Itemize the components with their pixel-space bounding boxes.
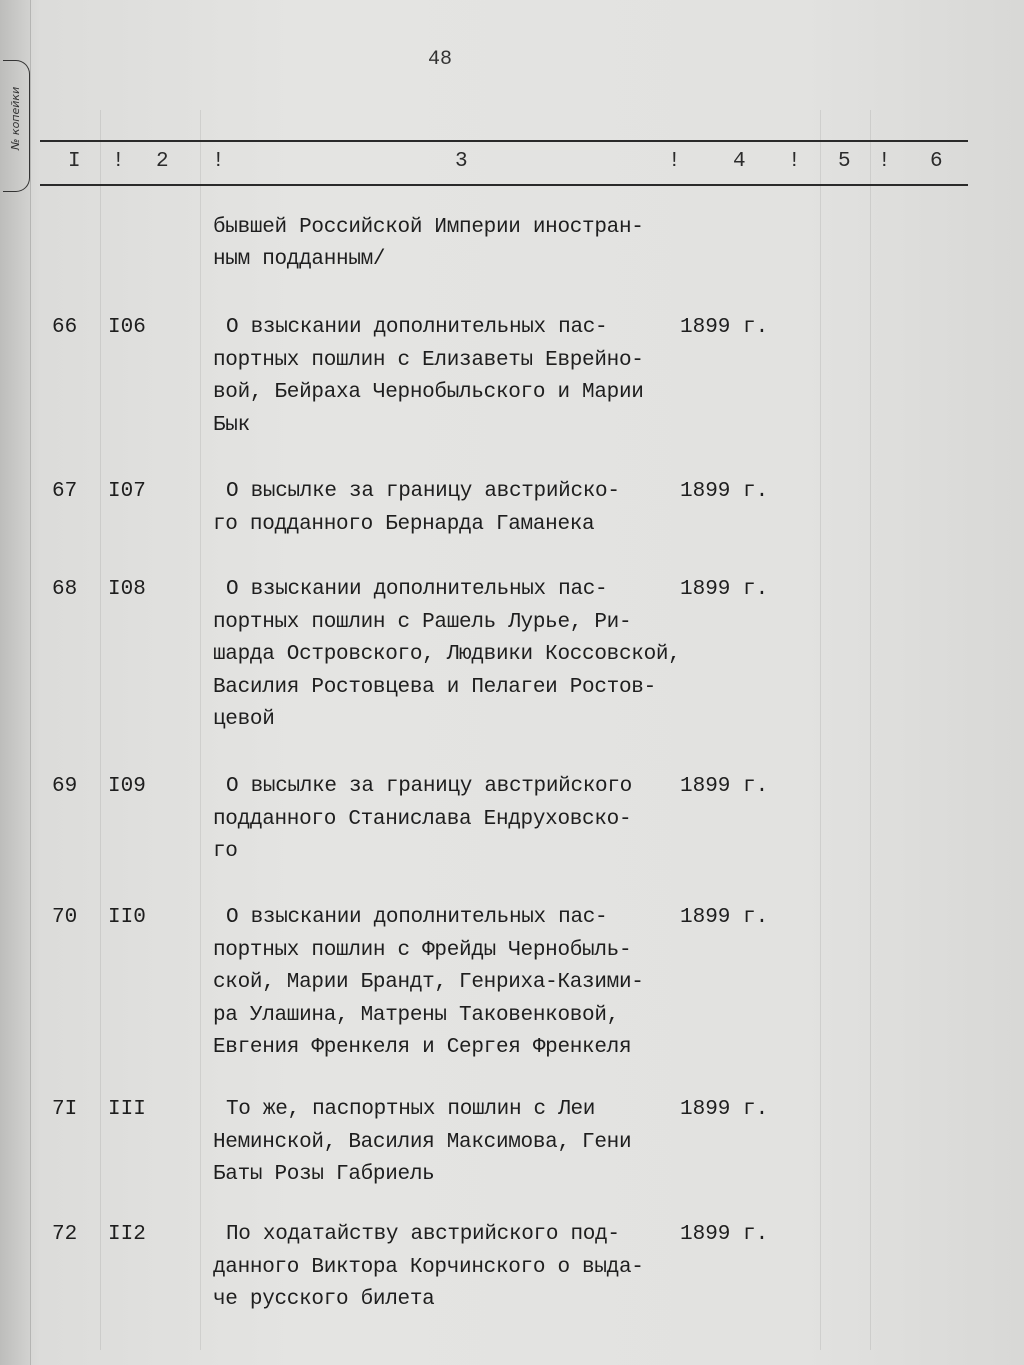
entry-number: 72: [52, 1223, 78, 1246]
entry-description-line: го: [213, 840, 238, 863]
column-header-3: 3: [455, 150, 468, 173]
entry-description-line: портных пошлин с Елизаветы Еврейно-: [213, 348, 644, 372]
entry-year: 1899 г.: [680, 316, 769, 339]
entry-description-line: подданного Станислава Ендруховско-: [213, 807, 632, 831]
column-header-5: 5: [838, 150, 851, 173]
entry-description-line: Баты Розы Габриель: [213, 1163, 435, 1186]
entry-description-line: цевой: [213, 708, 275, 731]
entry-file-number: II2: [108, 1223, 146, 1246]
binding-margin: [0, 0, 31, 1365]
entry-file-number: I09: [108, 775, 146, 798]
entry-description-line: портных пошлин с Фрейды Чернобыль-: [213, 938, 632, 962]
entry-file-number: II0: [108, 906, 146, 929]
column-header-1: I: [68, 150, 81, 173]
bleed-line: [870, 110, 871, 1350]
entry-file-number: III: [108, 1098, 146, 1121]
entry-number: 69: [52, 775, 78, 798]
entry-description-line: О взыскании дополнительных пас-: [226, 906, 608, 929]
column-separator: !: [212, 150, 225, 173]
column-header-4: 4: [733, 150, 746, 173]
entry-number: 68: [52, 578, 78, 601]
entry-year: 1899 г.: [680, 1098, 769, 1121]
entry-year: 1899 г.: [680, 775, 769, 798]
header-rule-bottom: [40, 184, 968, 186]
entry-description-line: ра Улашина, Матрены Таковенковой,: [213, 1003, 619, 1027]
page-number: 48: [428, 48, 453, 71]
entry-description-line: че русского билета: [213, 1288, 435, 1311]
column-separator: !: [668, 150, 681, 173]
column-separator: !: [112, 150, 125, 173]
entry-year: 1899 г.: [680, 906, 769, 929]
entry-description-line: данного Виктора Корчинского о выда-: [213, 1255, 644, 1279]
entry-number: 66: [52, 316, 78, 339]
entry-year: 1899 г.: [680, 1223, 769, 1246]
header-rule-top: [40, 140, 968, 142]
entry-description-line: То же, паспортных пошлин с Леи: [226, 1098, 596, 1121]
entry-number: 7I: [52, 1098, 78, 1121]
entry-file-number: I07: [108, 480, 146, 503]
bleed-line: [200, 110, 201, 1350]
entry-description-line: По ходатайству австрийского под-: [226, 1223, 620, 1246]
column-header-2: 2: [156, 150, 169, 173]
entry-description-line: портных пошлин с Рашель Лурье, Ри-: [213, 610, 632, 634]
entry-file-number: I06: [108, 316, 146, 339]
entry-description-line: О высылке за границу австрийского: [226, 775, 632, 798]
entry-description-line: го подданного Бернарда Гаманека: [213, 512, 595, 536]
entry-description-line: Василия Ростовцева и Пелагеи Ростов-: [213, 675, 656, 699]
entry-year: 1899 г.: [680, 578, 769, 601]
bleed-line: [820, 110, 821, 1350]
column-separator: !: [788, 150, 801, 173]
column-separator: !: [878, 150, 891, 173]
bleed-line: [100, 110, 101, 1350]
entry-description-line: О взыскании дополнительных пас-: [226, 316, 608, 339]
entry-description-line: О высылке за границу австрийско-: [226, 480, 620, 503]
stamp-label: № копейки: [9, 86, 22, 150]
entry-file-number: I08: [108, 578, 146, 601]
entry-description-line: Неминской, Василия Максимова, Гени: [213, 1130, 632, 1154]
continuation-line: бывшей Российской Империи иностран-: [213, 216, 644, 239]
entry-description-line: Бык: [213, 413, 250, 437]
entry-description-line: вой, Бейраха Чернобыльского и Марии: [213, 381, 644, 404]
entry-description-line: шарда Островского, Людвики Коссовской,: [213, 643, 681, 666]
continuation-line: ным подданным/: [213, 248, 386, 271]
entry-description-line: О взыскании дополнительных пас-: [226, 578, 608, 601]
entry-number: 67: [52, 480, 78, 503]
column-header-6: 6: [930, 150, 943, 173]
entry-number: 70: [52, 906, 78, 929]
entry-description-line: ской, Марии Брандт, Генриха-Казими-: [213, 971, 644, 994]
entry-description-line: Евгения Френкеля и Сергея Френкеля: [213, 1036, 632, 1059]
entry-year: 1899 г.: [680, 480, 769, 503]
